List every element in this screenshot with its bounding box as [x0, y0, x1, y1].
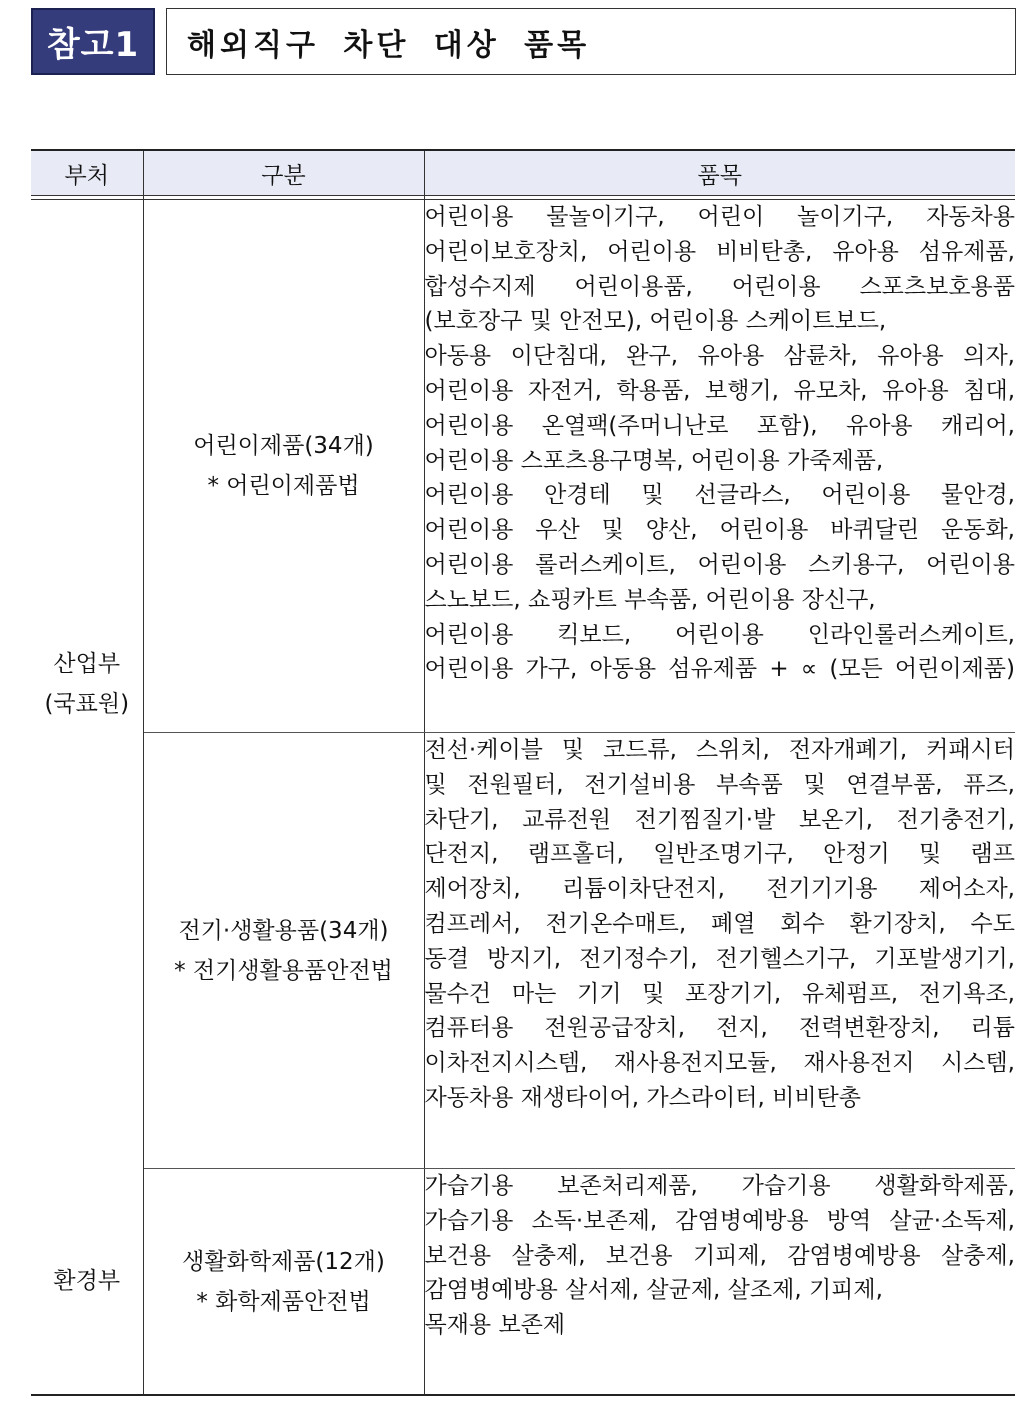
item-line: 단전지, 램프홀더, 일반조명기구, 안정기 및 램프: [424, 841, 1015, 868]
item-line: 어린이보호장치, 어린이용 비비탄총, 유아용 섬유제품,: [424, 238, 1015, 265]
category-law: * 전기생활용품안전법: [174, 957, 393, 984]
category-law: * 어린이제품법: [207, 473, 360, 499]
items-cell: [424, 200, 1015, 733]
item-line: 아동용 이단침대, 완구, 유아용 삼륜차, 유아용 의자,: [424, 343, 1015, 370]
item-line: 및 전원필터, 전기설비용 부속품 및 연결부품, 퓨즈,: [424, 771, 1015, 798]
items-cell: [424, 733, 1015, 1169]
item-line: 어린이용 자전거, 학용품, 보행기, 유모차, 유아용 침대,: [424, 377, 1015, 404]
department-cell: [31, 1169, 143, 1396]
category-name: 어린이제품(34개): [193, 433, 374, 459]
column-header-department: 부처: [31, 150, 143, 196]
item-line: 어린이용 킥보드, 어린이용 인라인롤러스케이트,: [424, 621, 1015, 648]
department-name: 환경부: [53, 1268, 121, 1295]
department-cell: [31, 200, 143, 1169]
document-header: [31, 8, 1016, 75]
category-cell: [143, 733, 424, 1169]
item-line: 어린이용 우산 및 양산, 어린이용 바퀴달린 운동화,: [424, 517, 1015, 544]
item-line: 물수건 마는 기기 및 포장기기, 유체펌프, 전기욕조,: [424, 980, 1015, 1007]
items-cell: [424, 1169, 1015, 1396]
department-agency: (국표원): [44, 691, 130, 718]
item-line: (보호장구 및 안전모), 어린이용 스케이트보드,: [424, 308, 887, 335]
item-line: 동결 방지기, 전기정수기, 전기헬스기구, 기포발생기기,: [424, 945, 1015, 972]
column-header-category: 구분: [143, 150, 424, 196]
document-title: 해외직구 차단 대상 품목: [166, 8, 1016, 75]
item-line: 어린이용 안경테 및 선글라스, 어린이용 물안경,: [424, 482, 1015, 509]
item-line: 감염병예방용 살서제, 살균제, 살조제, 기피제,: [424, 1277, 883, 1304]
item-line: 전선·케이블 및 코드류, 스위치, 전자개폐기, 커패시터: [424, 737, 1015, 763]
table-header-row: [31, 150, 1015, 196]
item-line: 제어장치, 리튬이차단전지, 전기기기용 제어소자,: [424, 876, 1015, 903]
items-table: [31, 149, 1015, 1396]
item-line: 가습기용 보존처리제품, 가습기용 생활화학제품,: [424, 1173, 1015, 1199]
category-cell: [143, 200, 424, 733]
table-row: [31, 200, 1015, 733]
item-line: 컴프레서, 전기온수매트, 폐열 회수 환기장치, 수도: [424, 910, 1015, 937]
reference-tag: 참고1: [31, 8, 155, 75]
item-line: 스노보드, 쇼핑카트 부속품, 어린이용 장신구,: [424, 586, 876, 613]
item-line: 보건용 살충제, 보건용 기피제, 감염병예방용 살충제,: [424, 1242, 1015, 1269]
category-name: 생활화학제품(12개): [182, 1248, 385, 1275]
table-row: [31, 1169, 1015, 1396]
department-name: 산업부: [53, 651, 121, 678]
table-row: [31, 733, 1015, 1169]
item-line: 어린이용 롤러스케이트, 어린이용 스키용구, 어린이용: [424, 551, 1015, 578]
item-line: 이차전지시스템, 재사용전지모듈, 재사용전지 시스템,: [424, 1050, 1015, 1077]
item-line: 합성수지제 어린이용품, 어린이용 스포츠보호용품: [424, 273, 1015, 300]
item-line: 어린이용 스포츠용구명복, 어린이용 가죽제품,: [424, 447, 884, 474]
column-header-items: 품목: [424, 150, 1015, 196]
category-name: 전기·생활용품(34개): [178, 917, 389, 944]
category-cell: [143, 1169, 424, 1396]
item-line: 어린이용 물놀이기구, 어린이 놀이기구, 자동차용: [424, 204, 1015, 230]
item-line: 목재용 보존제: [424, 1312, 566, 1339]
item-line: 어린이용 가구, 아동용 섬유제품 + ∝ (모든 어린이제품): [424, 656, 1015, 683]
item-line: 어린이용 온열팩(주머니난로 포함), 유아용 캐리어,: [424, 412, 1015, 439]
item-line: 차단기, 교류전원 전기찜질기·발 보온기, 전기충전기,: [424, 806, 1015, 833]
item-line: 컴퓨터용 전원공급장치, 전지, 전력변환장치, 리튬: [424, 1015, 1015, 1042]
item-line: 자동차용 재생타이어, 가스라이터, 비비탄총: [424, 1084, 861, 1111]
category-law: * 화학제품안전법: [196, 1288, 371, 1315]
item-line: 가습기용 소독·보존제, 감염병예방용 방역 살균·소독제,: [424, 1207, 1015, 1234]
